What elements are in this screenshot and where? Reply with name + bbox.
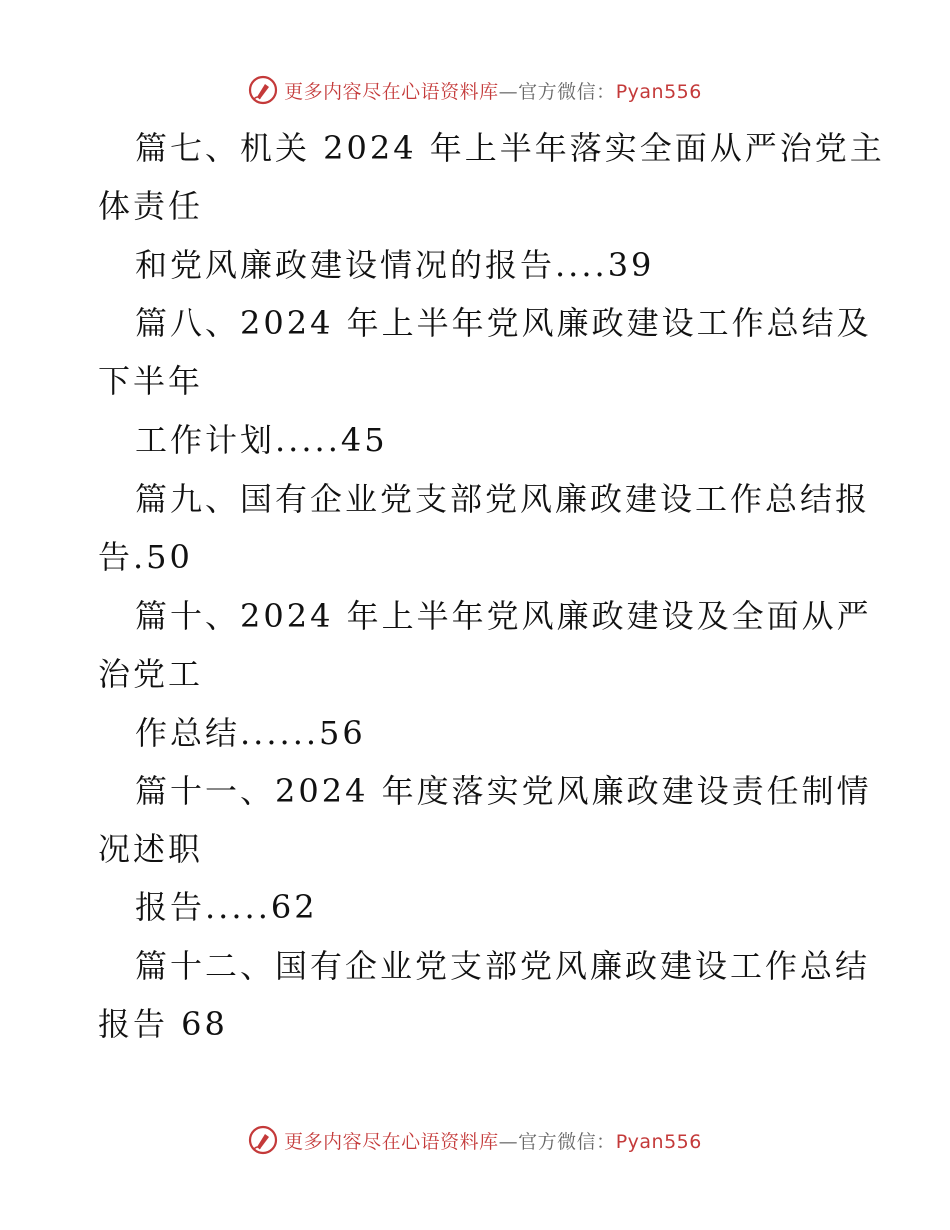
- banner-dash: —: [498, 1130, 519, 1153]
- toc-line: 下半年: [98, 362, 204, 400]
- site-name: 更多内容尽在心语资料库: [284, 1130, 499, 1153]
- toc-line: 工作计划.....45: [135, 421, 388, 459]
- toc-line: 篇十、2024 年上半年党风廉政建设及全面从严: [135, 597, 872, 635]
- wechat-label: 官方微信：: [518, 1130, 616, 1153]
- toc-line: 体责任: [98, 187, 204, 225]
- toc-line: 报告 68: [98, 1005, 228, 1043]
- toc-line: 篇八、2024 年上半年党风廉政建设工作总结及: [135, 304, 872, 342]
- site-name: 更多内容尽在心语资料库: [284, 80, 499, 103]
- toc-line: 告.50: [98, 538, 193, 576]
- toc-line: 况述职: [98, 830, 204, 868]
- wechat-id: Pyan556: [615, 1130, 702, 1153]
- banner-text: [284, 1127, 702, 1154]
- toc-line: 篇七、机关 2024 年上半年落实全面从严治党主: [135, 129, 885, 167]
- pen-nib-logo-icon: [248, 1125, 278, 1155]
- wechat-label: 官方微信：: [518, 80, 616, 103]
- header-banner: [0, 70, 950, 110]
- toc-line: 和党风廉政建设情况的报告....39: [135, 246, 655, 284]
- banner-text: [284, 77, 702, 104]
- pen-nib-logo-icon: [248, 75, 278, 105]
- toc-line: 篇十二、国有企业党支部党风廉政建设工作总结: [135, 947, 871, 985]
- footer-banner: [0, 1120, 950, 1160]
- toc-line: 篇九、国有企业党支部党风廉政建设工作总结报: [135, 480, 871, 518]
- wechat-id: Pyan556: [615, 80, 702, 103]
- toc-line: 作总结......56: [135, 714, 366, 752]
- toc-line: 报告.....62: [135, 888, 318, 926]
- toc-line: 篇十一、2024 年度落实党风廉政建设责任制情: [135, 772, 872, 810]
- toc-line: 治党工: [98, 655, 204, 693]
- banner-dash: —: [498, 80, 519, 103]
